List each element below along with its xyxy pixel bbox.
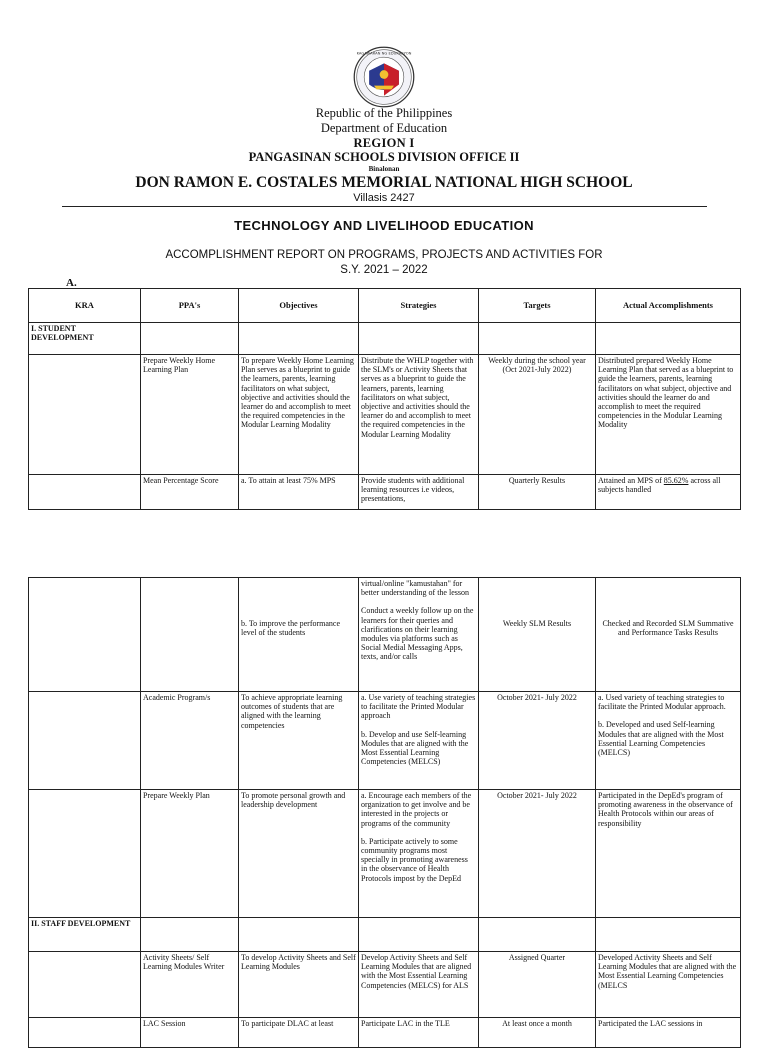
republic-line: Republic of the Philippines: [315, 106, 453, 120]
accomplishment-cell: Participated the LAC sessions in: [596, 1018, 741, 1048]
svg-text:KAGAWARAN NG EDUKASYON: KAGAWARAN NG EDUKASYON: [356, 51, 412, 56]
strategy-cell: Participate LAC in the TLE: [359, 1018, 479, 1048]
kra-staff-development: II. STAFF DEVELOPMENT: [29, 918, 141, 952]
report-page-2: [0, 545, 768, 1028]
col-header-targets: Targets: [479, 289, 596, 323]
objective-cell: b. To improve the performance level of the students: [239, 578, 359, 692]
ppa-cell: LAC Session: [141, 1018, 239, 1048]
col-header-objectives: Objectives: [239, 289, 359, 323]
target-cell: Assigned Quarter: [479, 952, 596, 1018]
target-cell: At least once a month: [479, 1018, 596, 1048]
accomplishment-cell: Distributed prepared Weekly Home Learning Plan that served as a blueprint to guide the learners, parents, learning facilitators on what subject, objective and activities should the learner do and accomplish to meet the required competencies in the Modular Learning Modality: [596, 355, 741, 475]
ppa-cell: Prepare Weekly Home Learning Plan: [141, 355, 239, 475]
col-header-ppa: PPA's: [141, 289, 239, 323]
deped-seal-logo: [353, 46, 415, 108]
accomplishment-cell: [596, 475, 741, 510]
town-line: Binalonan: [368, 165, 400, 173]
department-line: Department of Education: [320, 121, 448, 135]
objective-cell: To prepare Weekly Home Learning Plan serves as a blueprint to guide the learners, parents, learning facilitators on what subject, objective and activities should the learner do and accomplish to meet the required competencies in the Modular Learning Modality: [239, 355, 359, 475]
table-header-row: [29, 289, 741, 323]
col-header-accomplishments: Actual Accomplishments: [596, 289, 741, 323]
table-row: [29, 475, 741, 510]
kra-row: [29, 918, 741, 952]
school-name: DON RAMON E. COSTALES MEMORIAL NATIONAL HIGH SCHOOL: [135, 174, 633, 191]
accomplishment-cell: Participated in the DepEd's program of promoting awareness in the observance of Health Protocols within our areas of responsibility: [596, 790, 741, 918]
division-line: PANGASINAN SCHOOLS DIVISION OFFICE II: [248, 150, 520, 164]
region-line: REGION I: [353, 136, 415, 150]
ppa-cell: Academic Program/s: [141, 692, 239, 790]
col-header-kra: KRA: [29, 289, 141, 323]
section-letter: A.: [66, 277, 77, 289]
target-cell: October 2021- July 2022: [479, 692, 596, 790]
strategy-cell: a. Use variety of teaching strategies to facilitate the Printed Modular approach b. Develop and use Self-learning Modules that are aligned with the Most Essential Learning Competencies (MELCS): [359, 692, 479, 790]
ppa-table-page-1: [28, 288, 741, 510]
strategy-cell: a. Encourage each members of the organization to get involve and be interested in the projects or programs of the community b. Participate actively to some community programs most specially in promoting awareness in the observance of Health Protocols impost by the DepEd: [359, 790, 479, 918]
report-title: ACCOMPLISHMENT REPORT ON PROGRAMS, PROJECTS AND ACTIVITIES FOR: [165, 249, 603, 261]
header-divider: [62, 206, 707, 207]
objective-cell: a. To attain at least 75% MPS: [239, 475, 359, 510]
kra-student-development: I. STUDENT DEVELOPMENT: [29, 323, 141, 355]
kra-row: [29, 323, 741, 355]
ppa-cell: Prepare Weekly Plan: [141, 790, 239, 918]
table-row: [29, 692, 741, 790]
ppa-table-page-2: [28, 577, 741, 1048]
strategy-cell: Provide students with additional learning resources i.e videos, presentations,: [359, 475, 479, 510]
target-cell: October 2021- July 2022: [479, 790, 596, 918]
accomplishment-cell: a. Used variety of teaching strategies to facilitate the Printed Modular approach. b. Developed and used Self-learning Modules that are aligned with the Most Essential Learning Competencies (MELCS): [596, 692, 741, 790]
table-row: [29, 1018, 741, 1048]
accomplishment-cell: Checked and Recorded SLM Summative and Performance Tasks Results: [596, 578, 741, 692]
table-row: [29, 790, 741, 918]
table-row: [29, 578, 741, 692]
ppa-cell: Activity Sheets/ Self Learning Modules Writer: [141, 952, 239, 1018]
mps-suffix: across all subjects handled: [598, 476, 721, 495]
strategy-cell: virtual/online "kamustahan" for better understanding of the lesson Conduct a weekly follow up on the learners for their queries and clarifications on their learning modules via platforms such as Social Medial Messaging Apps, texts, and/or calls: [359, 578, 479, 692]
target-cell: Quarterly Results: [479, 475, 596, 510]
subject-title: TECHNOLOGY AND LIVELIHOOD EDUCATION: [234, 218, 534, 233]
mps-value: 85.62%: [663, 476, 689, 485]
mps-prefix: Attained an MPS of: [598, 476, 662, 485]
objective-cell: To achieve appropriate learning outcomes of students that are aligned with the learning competencies: [239, 692, 359, 790]
table-row: [29, 952, 741, 1018]
accomplishment-cell: Developed Activity Sheets and Self Learning Modules that are aligned with the Most Essential Learning Competencies (MELCS: [596, 952, 741, 1018]
col-header-strategies: Strategies: [359, 289, 479, 323]
school-year: S.Y. 2021 – 2022: [340, 264, 428, 276]
objective-cell: To promote personal growth and leadership development: [239, 790, 359, 918]
objective-cell: To participate DLAC at least: [239, 1018, 359, 1048]
target-cell: Weekly SLM Results: [479, 578, 596, 692]
ppa-cell: Mean Percentage Score: [141, 475, 239, 510]
strategy-cell: Develop Activity Sheets and Self Learning Modules that are aligned with the Most Essential Learning Competencies (MELCS) for ALS: [359, 952, 479, 1018]
strategy-cell: Distribute the WHLP together with the SLM's or Activity Sheets that serves as a blueprint to guide the learners, parents, learning facilitators on what subject, objective and activities should the learner do and accomplish to meet the required competencies in the Modular Learning Modality: [359, 355, 479, 475]
school-address: Villasis 2427: [353, 192, 415, 204]
target-cell: Weekly during the school year (Oct 2021-July 2022): [479, 355, 596, 475]
objective-cell: To develop Activity Sheets and Self Learning Modules: [239, 952, 359, 1018]
table-row: [29, 355, 741, 475]
